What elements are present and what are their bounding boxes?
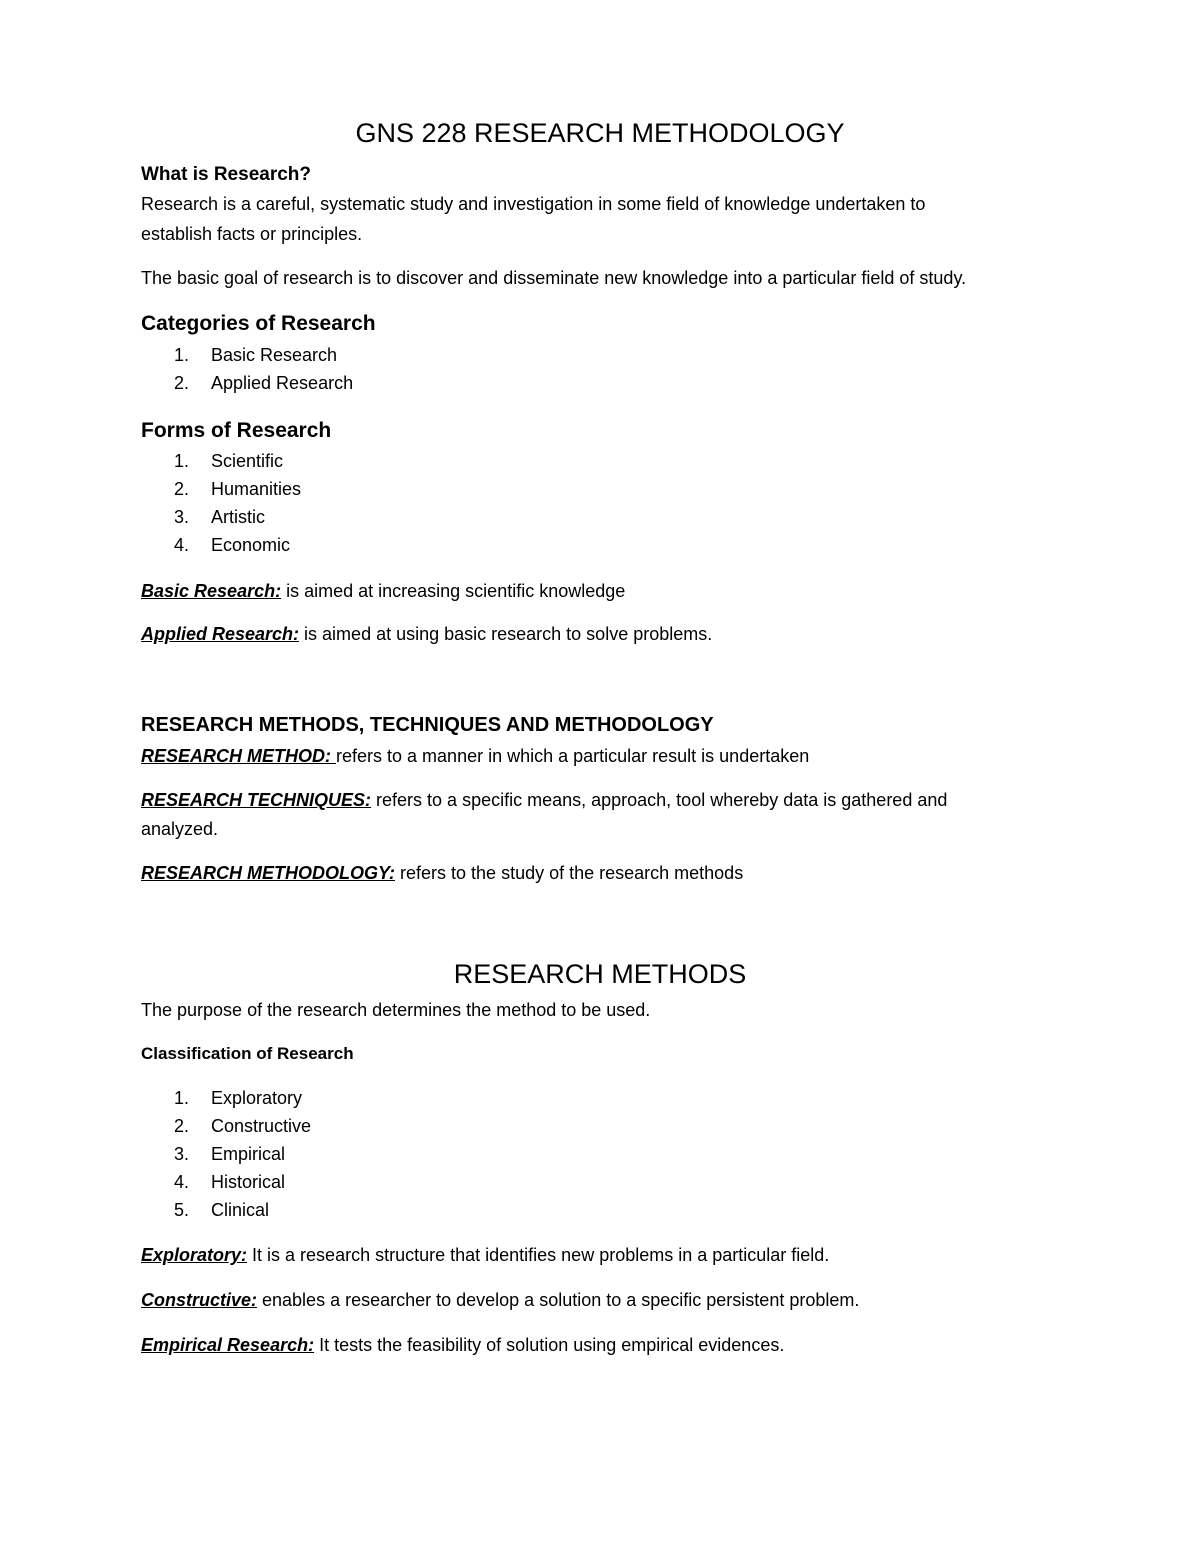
term-research-techniques: RESEARCH TECHNIQUES:	[141, 790, 372, 810]
research-definition-line-1: Research is a careful, systematic study and investigation in some field of knowledge undertaken to	[141, 194, 926, 214]
constructive-definition: Constructive: enables a researcher to develop a solution to a specific persistent problem.	[141, 1290, 860, 1310]
term-empirical-research: Empirical Research:	[141, 1335, 315, 1355]
applied-research-definition: Applied Research: is aimed at using basic research to solve problems.	[141, 624, 713, 644]
document-page: GNS 228 RESEARCH METHODOLOGY What is Research? Research is a careful, systematic study and investigation in some field of knowledge undertaken to establish facts or principles. The basic goal of research is to discover and disseminate new knowledge into a particular field of study. Categories of Research 1. Basic Research 2. Applied Research Forms of Research 1. Scientific 2. Humanities 3. Artistic 4. Economic Basic Research: is aimed at increasing scientific knowledge Applied Research: is aimed at using basic research to solve problems. RESEARCH METHODS, TECHNIQUES AND METHODOLOGY RESEARCH METHOD: refers to a manner in which a particular result is undertaken RESEARCH TECHNIQUES: refers to a specific means, approach, tool whereby data is gathered and analyzed. RESEARCH METHODOLOGY: refers to the study of the research methods RESEARCH METHODS The purpose of the research determines the method to be used. Classification of Research 1. Exploratory 2. Constructive 3. Empirical 4. Historical 5. Clinical Exploratory: It is a research structure that identifies new problems in a particular field. Constructive: enables a researcher to develop a solution to a specific persistent problem. Empirical Research: It tests the feasibility of solution using empirical evidences.	[0, 0, 1200, 1553]
methods-purpose-paragraph: The purpose of the research determines the method to be used.	[141, 1000, 651, 1020]
research-techniques-definition-cont: analyzed.	[141, 819, 219, 839]
heading-forms-of-research: Forms of Research	[141, 419, 332, 442]
empirical-definition: Empirical Research: It tests the feasibility of solution using empirical evidences.	[141, 1335, 785, 1355]
research-methodology-definition: RESEARCH METHODOLOGY: refers to the study of the research methods	[141, 863, 744, 883]
exploratory-definition: Exploratory: It is a research structure that identifies new problems in a particular field.	[141, 1245, 830, 1265]
research-goal-paragraph: The basic goal of research is to discover and disseminate new knowledge into a particular field of study.	[141, 268, 967, 288]
document-title: GNS 228 RESEARCH METHODOLOGY	[355, 118, 845, 148]
research-method-definition: RESEARCH METHOD: refers to a manner in which a particular result is undertaken	[141, 746, 810, 766]
heading-methods-techniques-methodology: RESEARCH METHODS, TECHNIQUES AND METHODOLOGY	[141, 714, 714, 736]
term-exploratory: Exploratory:	[141, 1245, 248, 1265]
research-definition-line-2: establish facts or principles.	[141, 224, 363, 244]
term-constructive: Constructive:	[141, 1290, 258, 1310]
basic-research-definition: Basic Research: is aimed at increasing scientific knowledge	[141, 581, 626, 601]
term-research-method: RESEARCH METHOD:	[141, 746, 337, 766]
heading-what-is-research: What is Research?	[141, 164, 311, 185]
term-applied-research: Applied Research:	[141, 624, 300, 644]
term-basic-research: Basic Research:	[141, 581, 282, 601]
heading-categories-of-research: Categories of Research	[141, 312, 376, 335]
research-techniques-definition: RESEARCH TECHNIQUES: refers to a specific means, approach, tool whereby data is gathered and	[141, 790, 948, 810]
research-methods-title: RESEARCH METHODS	[453, 959, 747, 989]
heading-classification-of-research: Classification of Research	[141, 1044, 354, 1063]
term-research-methodology: RESEARCH METHODOLOGY:	[141, 863, 396, 883]
